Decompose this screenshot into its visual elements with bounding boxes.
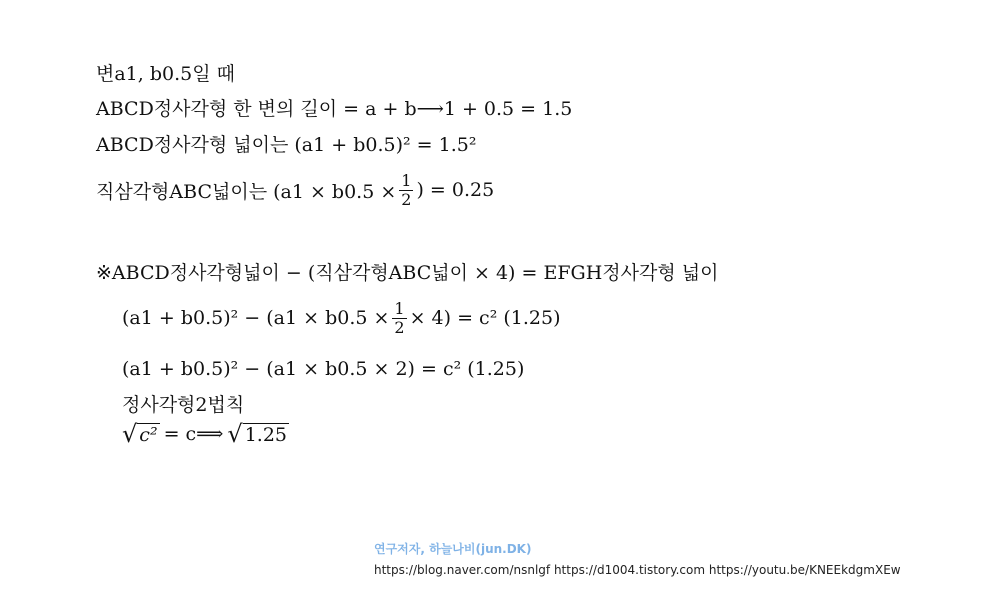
sqrt-line bbox=[122, 418, 289, 450]
condition-line bbox=[96, 57, 235, 87]
triangle-area-line bbox=[96, 166, 494, 214]
side-length-line bbox=[96, 92, 572, 122]
half-fraction bbox=[399, 172, 413, 209]
equation-line-1 bbox=[122, 294, 560, 342]
fraction-denominator: 2 bbox=[401, 189, 412, 209]
radical-sign-icon: √ bbox=[122, 420, 138, 448]
equation-line-2 bbox=[122, 354, 524, 384]
sqrt-c-squared bbox=[122, 422, 160, 446]
fraction-numerator: 1 bbox=[394, 298, 405, 318]
sqrt-value bbox=[227, 422, 289, 446]
equation-1-prefix: (a1 + b0.5)² − (a1 × b0.5 × bbox=[122, 307, 390, 329]
radicand: 1.25 bbox=[244, 424, 288, 446]
fraction-denominator: 2 bbox=[394, 317, 405, 337]
fraction-numerator: 1 bbox=[401, 170, 412, 190]
note-text: ※ABCD정사각형넓이 − (직삼각형ABC넓이 × 4) = EFGH정사각형 넓이 bbox=[96, 261, 719, 284]
side-length-text: ABCD정사각형 한 변의 길이 = a + b⟶1 + 0.5 = 1.5 bbox=[96, 97, 573, 120]
rule-title-text: 정사각형2법칙 bbox=[122, 393, 245, 416]
note-line bbox=[96, 256, 718, 286]
equation-2-text: (a1 + b0.5)² − (a1 × b0.5 × 2) = c² (1.25) bbox=[122, 358, 525, 380]
author-credit: 연구저자, 하늘나비(jun.DK) bbox=[374, 542, 532, 556]
radicand: c² bbox=[139, 424, 158, 446]
equation-1-suffix: × 4) = c² (1.25) bbox=[409, 307, 561, 329]
half-fraction bbox=[392, 300, 406, 337]
condition-text: 변a1, b0.5일 때 bbox=[96, 62, 235, 85]
square-area-line bbox=[96, 128, 476, 158]
triangle-area-prefix: 직삼각형ABC넓이는 (a1 × b0.5 × bbox=[96, 180, 397, 203]
triangle-area-suffix: ) = 0.25 bbox=[416, 179, 495, 201]
rule-title-line bbox=[122, 388, 244, 418]
square-area-text: ABCD정사각형 넓이는 (a1 + b0.5)² = 1.5² bbox=[96, 133, 477, 156]
author-links: https://blog.naver.com/nsnlgf https://d1004.tistory.com https://youtu.be/KNEEkdgmXEw bbox=[374, 563, 901, 577]
radical-sign-icon: √ bbox=[227, 420, 243, 448]
sqrt-middle: = c⟹ bbox=[163, 423, 224, 445]
